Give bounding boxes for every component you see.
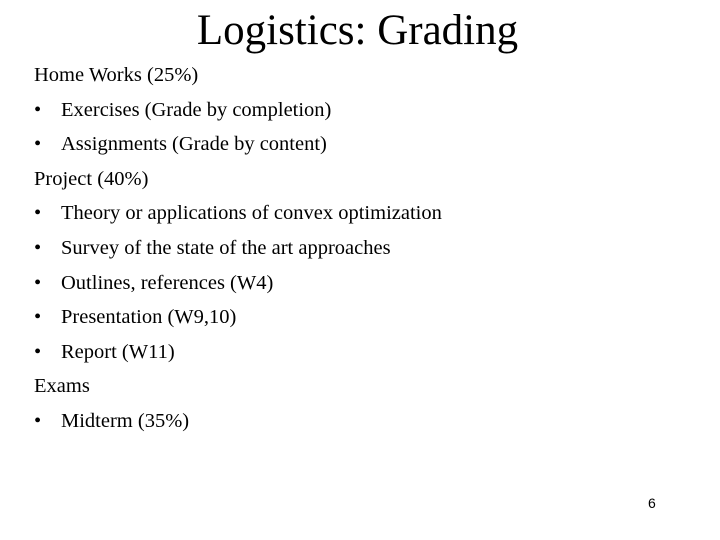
section-heading-exams: Exams <box>34 375 90 398</box>
section-heading-homeworks: Home Works (25%) <box>34 64 199 86</box>
bullet-icon: • <box>34 202 42 225</box>
bullet-icon: • <box>34 306 42 329</box>
list-item-assignments <box>34 127 694 162</box>
list-item-outlines <box>34 266 694 301</box>
bullet-icon: • <box>34 340 42 363</box>
list-item-text: Assignments (Grade by content) <box>61 133 327 156</box>
list-item-text: Report (W11) <box>61 340 175 363</box>
list-item-text: Outlines, references (W4) <box>61 271 274 294</box>
bullet-icon: • <box>34 133 42 156</box>
bullet-icon: • <box>34 271 42 294</box>
bullet-icon: • <box>34 409 42 432</box>
bullet-icon: • <box>34 98 42 121</box>
list-item-presentation <box>34 300 694 335</box>
list-item-theory <box>34 196 694 231</box>
bullet-icon: • <box>34 236 42 259</box>
slide-title: Logistics: Grading <box>196 7 519 54</box>
list-item-text: Midterm (35%) <box>61 409 190 432</box>
list-item-text: Survey of the state of the art approaches <box>61 236 391 259</box>
page-number: 6 <box>648 495 656 511</box>
list-item-text: Presentation (W9,10) <box>61 306 237 329</box>
slide-body <box>34 58 694 439</box>
list-item-survey <box>34 231 694 266</box>
list-item-report <box>34 335 694 370</box>
list-item-text: Theory or applications of convex optimization <box>61 202 442 225</box>
list-item-exercises <box>34 93 694 128</box>
list-item-midterm <box>34 404 694 439</box>
list-item-text: Exercises (Grade by completion) <box>61 98 332 121</box>
section-heading-project: Project (40%) <box>34 167 149 190</box>
